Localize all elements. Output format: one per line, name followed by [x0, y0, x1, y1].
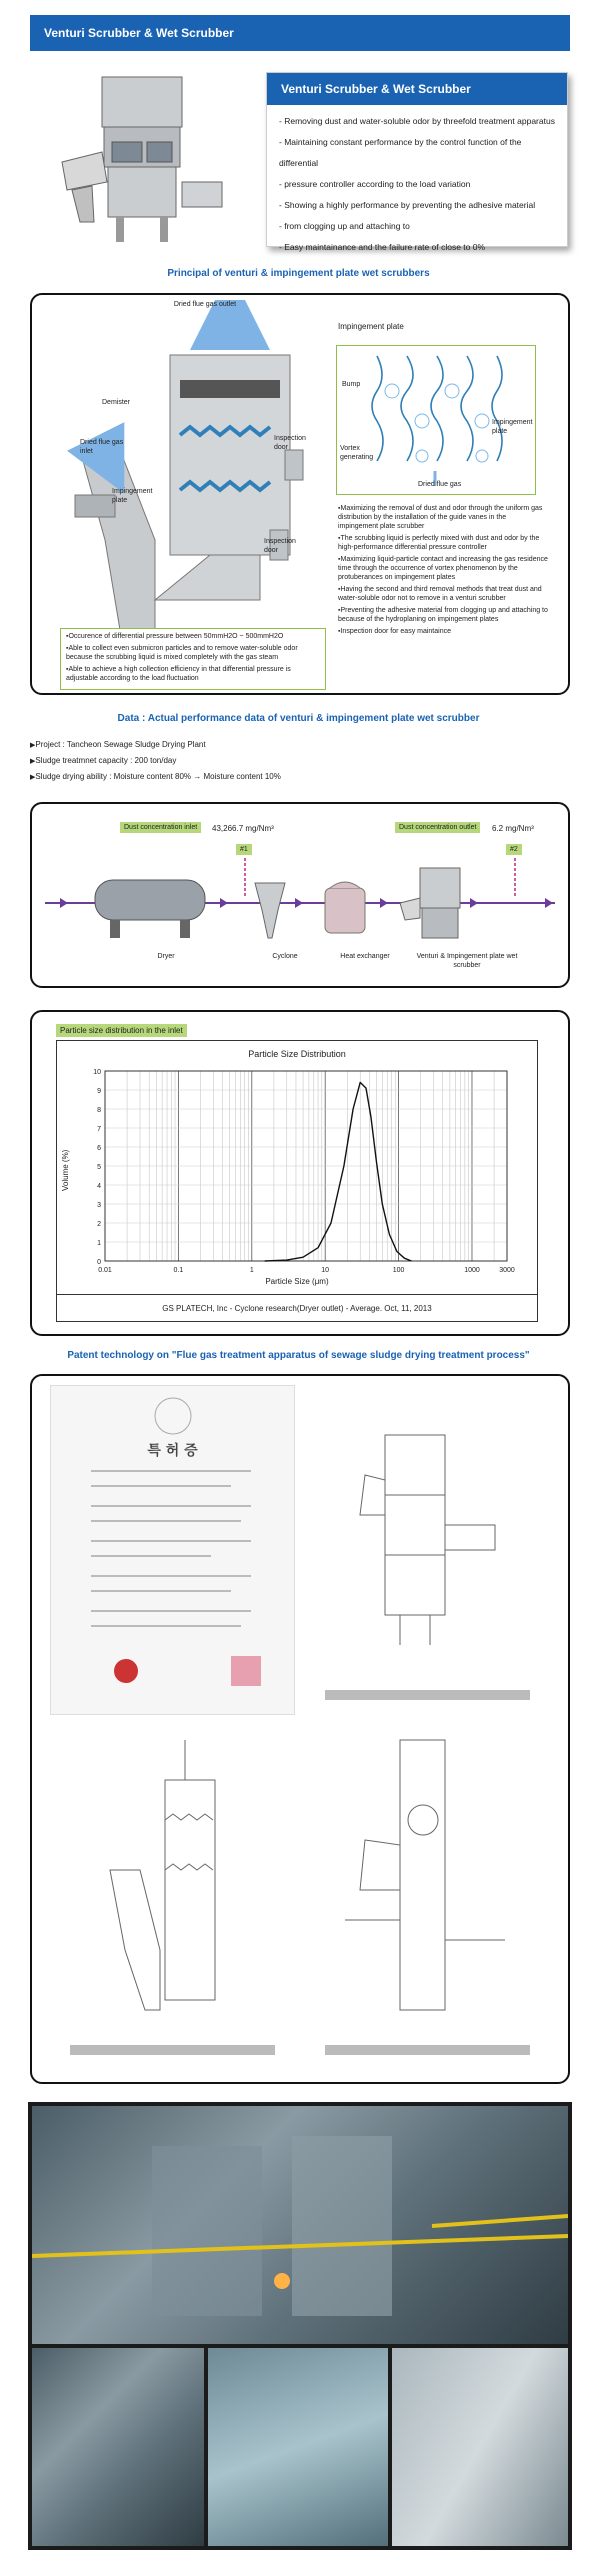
- x-tick-label: 100: [392, 1267, 405, 1274]
- point-2-tag: #2: [506, 844, 522, 855]
- intro-bullet: - from clogging up and attaching to: [279, 216, 555, 237]
- label-diagram-plate: Impingement plate: [492, 419, 533, 435]
- particle-chart: [56, 1040, 538, 1322]
- patent-drawing-1: [305, 1385, 550, 1715]
- diagram-title: Impingement plate: [338, 322, 404, 331]
- scrubber-product-image: [32, 72, 242, 247]
- info-drying: ▶ Sludge drying ability : Moisture content 80% → Moisture content 10%: [30, 772, 281, 781]
- info-capacity: ▶ Sludge treatmnet capacity : 200 ton/day: [30, 756, 176, 765]
- installation-photo: [208, 2348, 388, 2546]
- outlet-tag: Dust concentration outlet: [395, 822, 480, 833]
- scrubber-diagram: [60, 300, 330, 670]
- feature-item: ▪ Maximizing liquid-particle contact and increasing the gas residence time through the occurrence of vortex phenomenon by the protuberances on impingement plates: [338, 555, 548, 582]
- page-title: Venturi Scrubber & Wet Scrubber: [44, 26, 234, 40]
- intro-bullet: - Easy maintainance and the failure rate of close to 0%: [279, 237, 555, 258]
- step-venturi: Venturi & Impingement plate wet scrubber: [416, 953, 518, 969]
- y-tick-label: 3: [97, 1202, 101, 1209]
- intro-bullet: - Showing a highly performance by preventing the adhesive material: [279, 195, 555, 216]
- y-tick-label: 8: [97, 1107, 101, 1114]
- process-flow: [40, 848, 560, 958]
- y-tick-label: 4: [97, 1183, 101, 1190]
- feature-item: ▪ Having the second and third removal methods that treat dust and water-soluble odor not to remove in a venturi scrubber: [338, 585, 548, 603]
- intro-bullets: [267, 105, 567, 258]
- label-dried-outlet: Dried flue gas outlet: [173, 301, 237, 308]
- x-tick-label: 3000: [499, 1267, 515, 1274]
- step-cyclone: Cyclone: [272, 953, 298, 960]
- x-tick-label: 0.1: [173, 1267, 184, 1274]
- chart-ylabel: Volume (%): [61, 1149, 70, 1191]
- particle-tag: Particle size distribution in the inlet: [56, 1024, 187, 1037]
- installation-photo: [392, 2348, 568, 2546]
- venturi-notes: [66, 632, 320, 683]
- patent-certificate: [50, 1385, 295, 1715]
- intro-card-title: Venturi Scrubber & Wet Scrubber: [267, 73, 567, 105]
- intro-card: [266, 72, 568, 252]
- feature-item: ▪ Maximizing the removal of dust and odor through the uniform gas distribution by the installation of the guide vanes in the impingement plate scrubber: [338, 504, 548, 531]
- x-tick-label: 10: [321, 1267, 330, 1274]
- venturi-notes-box: [60, 628, 326, 690]
- page-header: [30, 15, 570, 51]
- y-tick-label: 10: [93, 1069, 101, 1076]
- info-project: ▶ Project : Tancheon Sewage Sludge Drying Plant: [30, 740, 206, 749]
- y-tick-label: 6: [97, 1145, 101, 1152]
- label-demister: Demister: [102, 399, 131, 406]
- inlet-value: 43,266.7 mg/Nm³: [212, 824, 274, 833]
- label-bump: Bump: [342, 381, 361, 388]
- chart-title: Particle Size Distribution: [248, 1049, 346, 1059]
- chart-xlabel: Particle Size (μm): [265, 1277, 329, 1286]
- label-dried-gas: Dried flue gas: [418, 481, 462, 488]
- certificate-heading: 특 허 증: [147, 1443, 198, 1459]
- installation-photos: [28, 2102, 572, 2550]
- label-dried-inlet: Dried flue gas inlet: [80, 439, 124, 455]
- label-inspection-door: Inspection door: [274, 435, 306, 451]
- y-tick-label: 5: [97, 1164, 101, 1171]
- patent-drawing-2: [50, 1720, 295, 2070]
- step-heat-exchanger: Heat exchanger: [340, 953, 390, 960]
- label-vortex: Vortex generating: [340, 445, 374, 461]
- y-tick-label: 2: [97, 1221, 101, 1228]
- venturi-note: ▪ Occurence of differential pressure between 50mmH2O ~ 500mmH2O: [66, 632, 320, 641]
- x-tick-label: 0.01: [98, 1267, 112, 1274]
- y-tick-label: 7: [97, 1126, 101, 1133]
- x-tick-label: 1000: [464, 1267, 480, 1274]
- patent-title: Patent technology on "Flue gas treatment apparatus of sewage sludge drying treatment process": [67, 1350, 530, 1361]
- intro-bullet: - Maintaining constant performance by the control function of the differential: [279, 132, 555, 174]
- feature-item: ▪ Preventing the adhesive material from clogging up and attaching to because of the hydroplaning on impingement plates: [338, 606, 548, 624]
- label-impingement-plate: Impingement plate: [112, 488, 153, 504]
- principal-title: Principal of venturi & impingement plate wet scrubbers: [167, 268, 430, 279]
- data-title: Data : Actual performance data of venturi & impingement plate wet scrubber: [117, 713, 480, 724]
- intro-bullet: - Removing dust and water-soluble odor by threefold treatment apparatus: [279, 111, 555, 132]
- feature-item: ▪ Inspection door for easy maintaince: [338, 627, 548, 636]
- y-tick-label: 0: [97, 1259, 101, 1266]
- y-tick-label: 1: [97, 1240, 101, 1247]
- x-tick-label: 1: [249, 1267, 254, 1274]
- feature-item: ▪ The scrubbing liquid is perfectly mixed with dust and odor by the high-performance differential pressure controller: [338, 534, 548, 552]
- venturi-note: ▪ Able to collect even submicron particles and to remove water-soluble odor because the scrubbing liquid is mixed completely with the gas steam: [66, 644, 320, 662]
- point-1-tag: #1: [236, 844, 252, 855]
- step-dryer: Dryer: [157, 953, 175, 960]
- installation-photo: [32, 2348, 204, 2546]
- intro-bullet: - pressure controller according to the load variation: [279, 174, 555, 195]
- patent-drawing-3: [305, 1720, 550, 2070]
- installation-photo: [32, 2106, 568, 2344]
- venturi-note: ▪ Able to achieve a high collection efficiency in that differential pressure is adjustable according to the load fluctuation: [66, 665, 320, 683]
- inlet-tag: Dust concentration inlet: [120, 822, 201, 833]
- features-list: [338, 504, 548, 639]
- outlet-value: 6.2 mg/Nm³: [492, 824, 534, 833]
- y-tick-label: 9: [97, 1088, 101, 1095]
- chart-footer: GS PLATECH, Inc - Cyclone research(Dryer outlet) - Average. Oct, 11, 2013: [57, 1294, 537, 1322]
- label-inspection-door: Inspection door: [264, 538, 296, 554]
